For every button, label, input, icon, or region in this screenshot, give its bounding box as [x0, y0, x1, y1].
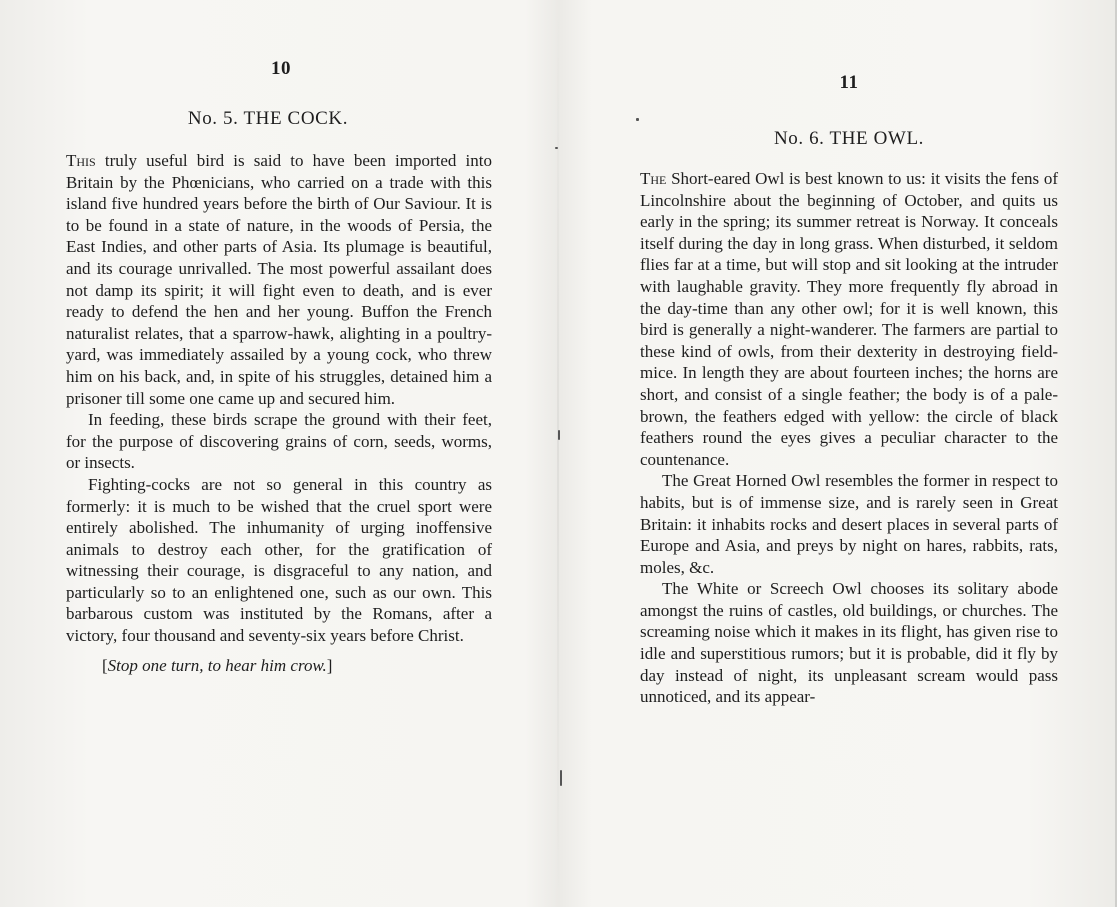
book-gutter [557, 0, 559, 907]
drop-lead-word: The [640, 169, 667, 188]
ink-speck [558, 430, 560, 440]
paragraph: The White or Screech Owl chooses its solitary abode amongst the ruins of castles, old buildings, or churches. The screaming noise which it makes in its flight, has given rise to idle and superstitious rumors; but it is probable, did it fly by day instead of night, its unpleasant scream would pass unnoticed, and its appear- [640, 579, 1058, 707]
paragraph-text: Short-eared Owl is best known to us: it visits the fens of Lincolnshire about the beginning of October, and quits us early in the spring; its summer retreat is Norway. It conceals itself during the day in long grass. When disturbed, it seldom flies far at a time, but will stop and sit looking at the intruder with laughable gravity. They more frequently fly abroad in the day-time than any other owl; for it is well known, this bird is generally a night-wanderer. The farmers are partial to these kind of owls, from their dexterity in destroying field-mice. In length they are about fourteen inches; the horns are short, and consist of a single feather; the body is of a pale-brown, the feathers edged with yellow: the circle of black feathers round the eyes gives a peculiar character to the countenance. [640, 169, 1058, 469]
paragraph-text: truly useful bird is said to have been imported into Britain by the Phœnicians, who carried on a trade with this island five hundred years before the birth of Our Saviour. It is to be found in a state of nature, in the woods of Persia, the East Indies, and other parts of Asia. Its plumage is beautiful, and its courage unrivalled. The most powerful assailant does not damp its spirit; it will fight even to death, and is ever ready to defend the hen and her young. Buffon the French naturalist relates, that a sparrow-hawk, alighting in a poultry-yard, was immediately assailed by a young cock, who threw him on his back, and, in spite of his struggles, detained him a prisoner till some one came up and secured him. [66, 151, 492, 408]
stage-direction: [Stop one turn, to hear him crow.] [102, 655, 333, 675]
section-heading: No. 6. THE OWL. [773, 128, 925, 149]
paragraph: The Great Horned Owl resembles the former in respect to habits, but is of immense size, and is rarely seen in Great Britain: it inhabits rocks and desert places in several parts of Europe and Asia, and preys by night on hares, rabbits, rats, moles, &c. [640, 471, 1058, 577]
drop-lead-word: This [66, 151, 96, 170]
page-number: 10 [271, 58, 291, 79]
left-page [66, 58, 492, 676]
right-page [640, 72, 1058, 708]
ink-speck [636, 118, 639, 121]
paragraph [66, 150, 492, 409]
paragraph: In feeding, these birds scrape the ground with their feet, for the purpose of discovering grains of corn, seeds, worms, or insects. [66, 410, 492, 473]
page-number: 11 [839, 72, 859, 93]
ink-speck [560, 770, 562, 786]
stage-direction-text: Stop one turn, to hear him crow. [107, 655, 327, 675]
section-heading: No. 5. THE COCK. [187, 108, 349, 129]
ink-speck [555, 147, 558, 149]
paragraph [640, 168, 1058, 470]
paragraph: Fighting-cocks are not so general in this country as formerly: it is much to be wished that the cruel sport were entirely abolished. The inhumanity of urging inoffensive animals to destroy each other, for the gratification of witnessing their courage, is disgraceful to any nation, and particularly so to an enlightened one, such as our own. This barbarous custom was instituted by the Romans, after a victory, four thousand and seventy-six years before Christ. [66, 474, 492, 646]
